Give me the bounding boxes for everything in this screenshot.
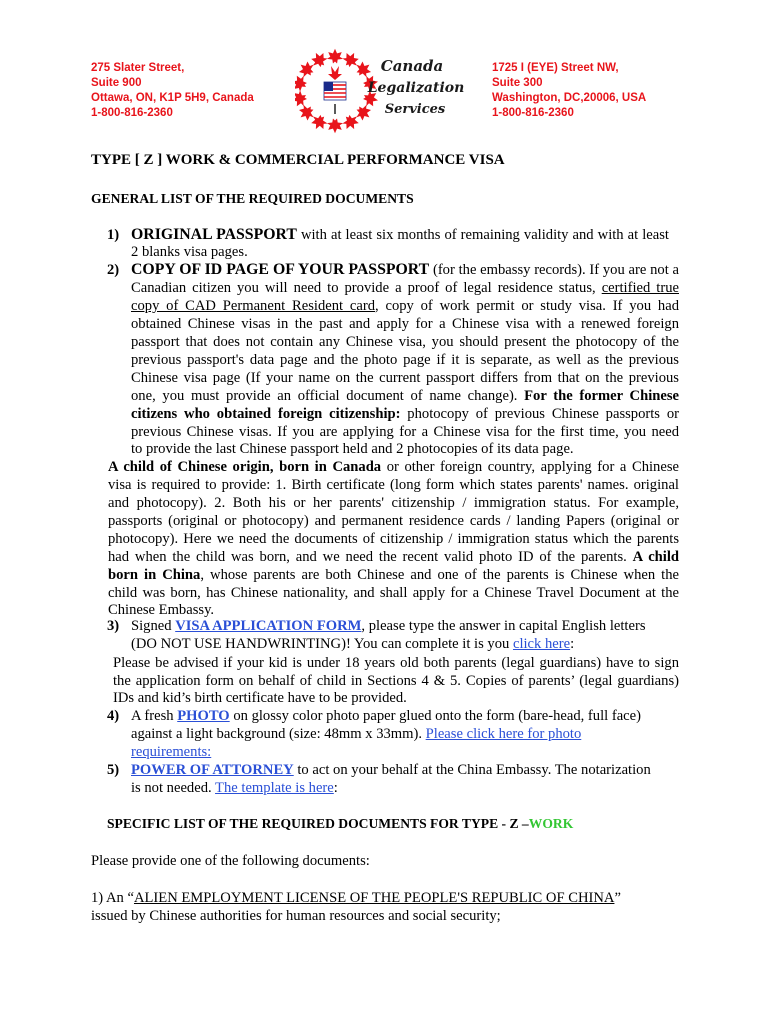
child-line4: passports (original or photocopy) and permanent residence cards / landing Papers (original or (108, 513, 679, 529)
item2-line8: one, you must provide an official document of name change). For the former Chinese (131, 388, 679, 404)
item1-line2: 2 blanks visa pages. (131, 244, 248, 260)
child-line3: and photocopy). 2. Both his or her parents' citizenship / immigration status. For example, (108, 495, 679, 511)
photo-requirements-link[interactable]: Please click here for photo (425, 726, 582, 742)
item2-line10: previous Chinese visas. If you are applying for a Chinese visa for the first time, you need (131, 424, 679, 440)
item3-note1: Please be advised if your kid is under 18 years old both parents (legal guardians) have to sign (113, 655, 679, 671)
maple-leaf-icon (327, 118, 343, 133)
original-passport-label: ORIGINAL PASSPORT (131, 226, 297, 243)
power-of-attorney-link[interactable]: POWER OF ATTORNEY (131, 762, 294, 778)
item2-line11: to provide the last Chinese passport held and 2 photocopies of its data page. (131, 441, 574, 457)
left-address-line: 275 Slater Street, (91, 62, 185, 74)
canada-legalization-logo (295, 44, 467, 148)
item2-line7: Chinese visa page (If your name on the current passport differs from that on the previous (131, 370, 679, 386)
right-address-line: Suite 300 (492, 77, 543, 89)
item5-line1: POWER OF ATTORNEY to act on your behalf at the China Embassy. The notarization (131, 762, 651, 778)
photo-requirements-link-cont[interactable]: requirements: (131, 744, 212, 760)
child-line7: born in China, whose parents are both Chinese and one of the parents is Chinese when the (108, 567, 679, 583)
item1-line1: ORIGINAL PASSPORT with at least six months of remaining validity and with at least (131, 226, 669, 243)
alien-license-title: ALIEN EMPLOYMENT LICENSE OF THE PEOPLE'S REPUBLIC OF CHINA (133, 890, 615, 906)
work-highlight: WORK (528, 816, 574, 831)
item2-line5: passport that does not contain any Chinese visa, you should present the photocopy of the (131, 334, 679, 350)
item-number: 5) (107, 762, 120, 778)
item3-line1: Signed VISA APPLICATION FORM, please type the answer in capital English letters (131, 618, 646, 634)
id-page-label: COPY OF ID PAGE OF YOUR PASSPORT (131, 261, 430, 278)
child-line2: visa is required to provide: 1. Birth certificate (long form which states parents' names. original (108, 477, 679, 493)
logo-text-services: Services (384, 102, 446, 117)
item-number: 4) (107, 708, 120, 724)
left-address-line: 1-800-816-2360 (91, 107, 173, 119)
item2-line3: copy of CAD Permanent Resident card, copy of work permit or study visa. If you had (131, 298, 679, 314)
logo-text-canada: Canada (380, 57, 444, 75)
pr-card-underlined: certified true (601, 280, 679, 296)
photo-link[interactable]: PHOTO (177, 708, 230, 724)
maple-leaf-icon (295, 74, 308, 93)
item-number: 3) (107, 618, 120, 634)
child-line8: child was born, has Chinese nationality, and shall apply for a Chinese Travel Document at the (108, 585, 679, 601)
maple-leaf-icon (296, 58, 318, 80)
maple-leaf-icon (296, 102, 318, 124)
item2-line4: obtained Chinese visas in the past and apply for a Chinese visa with a renewed foreign (131, 316, 679, 332)
child-line9: Chinese Embassy. (108, 602, 215, 618)
click-here-link[interactable]: click here (512, 636, 571, 652)
item2-line2: Canadian citizen you will need to provide a proof of legal residence status, certified true (131, 280, 679, 296)
item4-line1: A fresh PHOTO on glossy color photo paper glued onto the form (bare-head, full face) (131, 708, 641, 724)
maple-leaf-icon (353, 102, 375, 124)
item3-note2: the application form on behalf of child in Sections 4 & 5. Copies of parents’ (legal guardians) (113, 673, 679, 689)
visa-application-form-link[interactable]: VISA APPLICATION FORM (175, 618, 362, 634)
item4-line3 (131, 743, 211, 761)
right-address-line: 1725 I (EYE) Street NW, (492, 62, 619, 74)
logo-text-legalization: Legalization (367, 80, 465, 96)
child-line5: photocopy). Here we need the documents of citizenship / immigration status which the parents (108, 531, 679, 547)
item5-line2: is not needed. The template is here: (131, 780, 338, 796)
item2-line1: COPY OF ID PAGE OF YOUR PASSPORT (for the embassy records). If you are not a (131, 261, 679, 278)
maple-leaf-icon (295, 89, 308, 108)
right-address (492, 61, 646, 121)
item4-line2: against a light background (size: 48mm x 33mm). Please click here for photo (131, 726, 582, 742)
logo-center-emblem (324, 66, 346, 114)
left-address (91, 61, 254, 121)
left-address-line: Suite 900 (91, 77, 142, 89)
alien-license-line2: issued by Chinese authorities for human resources and social security; (91, 908, 501, 924)
general-heading: GENERAL LIST OF THE REQUIRED DOCUMENTS (91, 191, 414, 206)
item2-line6: previous passport's data page and the photo page if it is separate, as well as the previous (131, 352, 679, 368)
alien-license-line1: 1) An “ALIEN EMPLOYMENT LICENSE OF THE PEOPLE'S REPUBLIC OF CHINA” (91, 890, 621, 906)
child-line1: A child of Chinese origin, born in Canada or other foreign country, applying for a Chinese (108, 459, 679, 475)
item3-note3: IDs and kid’s birth certificate have to be provided. (113, 690, 407, 706)
left-address-line: Ottawa, ON, K1P 5H9, Canada (91, 92, 254, 104)
maple-leaf-icon (327, 49, 343, 64)
item-number: 2) (107, 262, 120, 278)
specific-heading: SPECIFIC LIST OF THE REQUIRED DOCUMENTS FOR TYPE - Z –WORK (107, 816, 574, 831)
item2-line9: citizens who obtained foreign citizenship: photocopy of previous Chinese passports or (131, 406, 679, 422)
item-number: 1) (107, 227, 120, 243)
right-address-line: Washington, DC,20006, USA (492, 92, 647, 104)
page-title: TYPE [ Z ] WORK & COMMERCIAL PERFORMANCE VISA (91, 152, 505, 168)
child-line6: had when the child was born, and we need the recent valid photo ID of the parents. A child (108, 549, 680, 565)
item3-line2: (DO NOT USE HANDWRINTING)! You can complete it is you click here: (131, 636, 575, 652)
provide-line: Please provide one of the following documents: (91, 853, 370, 869)
maple-leaf-icon (353, 58, 375, 80)
template-link[interactable]: The template is here (215, 780, 334, 796)
right-address-line: 1-800-816-2360 (492, 107, 574, 119)
